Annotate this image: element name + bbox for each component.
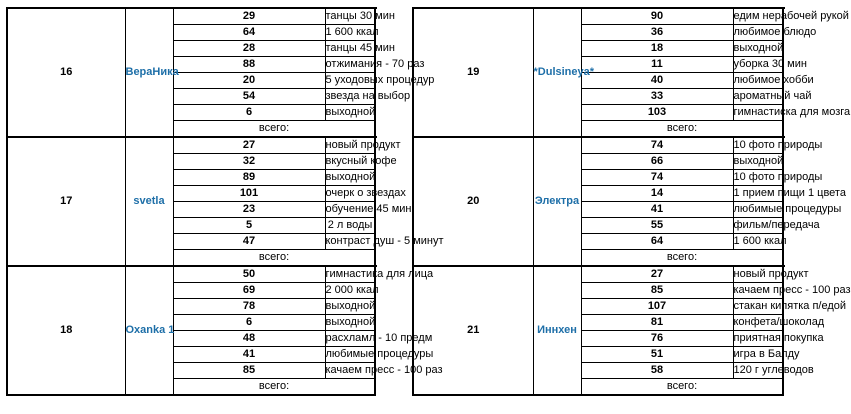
task-code: 20 <box>173 73 325 89</box>
task-code: 88 <box>173 57 325 73</box>
task-code: 101 <box>173 186 325 202</box>
right-score-table-body <box>413 8 851 395</box>
task-code: 6 <box>173 315 325 331</box>
task-code: 64 <box>173 25 325 41</box>
participant-number: 19 <box>413 8 533 137</box>
task-name: очерк о звездах <box>325 186 375 202</box>
task-code: 41 <box>173 347 325 363</box>
total-label: всего: <box>581 121 783 138</box>
total-label: всего: <box>173 250 375 267</box>
task-code: 103 <box>581 105 733 121</box>
task-code: 76 <box>581 331 733 347</box>
task-name: конфета/шоколад <box>733 315 783 331</box>
task-code: 18 <box>581 41 733 57</box>
participant-number: 21 <box>413 266 533 395</box>
task-name: 2 л воды <box>325 218 375 234</box>
task-name: любимое хобби <box>733 73 783 89</box>
task-code: 23 <box>173 202 325 218</box>
task-code: 11 <box>581 57 733 73</box>
task-code: 47 <box>173 234 325 250</box>
task-code: 69 <box>173 283 325 299</box>
task-code: 85 <box>581 283 733 299</box>
task-name: выходной <box>325 170 375 186</box>
participant-name: Электра <box>533 137 581 266</box>
task-name: фильм/передача <box>733 218 783 234</box>
task-name: 1 прием пищи 1 цвета <box>733 186 783 202</box>
participant-name: svetla <box>125 137 173 266</box>
task-name: выходной <box>733 154 783 170</box>
task-name: 1 600 ккал <box>325 25 375 41</box>
task-name: выходной <box>325 315 375 331</box>
task-name: качаем пресс - 100 раз <box>733 283 783 299</box>
task-name: выходной <box>325 299 375 315</box>
table-row <box>7 137 375 154</box>
table-row <box>413 8 783 25</box>
task-name: новый продукт <box>325 137 375 154</box>
left-score-table <box>6 7 444 396</box>
task-name: танцы 30 мин <box>325 8 375 25</box>
task-code: 89 <box>173 170 325 186</box>
task-name: любимые процедуры <box>733 202 783 218</box>
task-code: 28 <box>173 41 325 57</box>
task-name: 1 600 ккал <box>733 234 783 250</box>
task-name: новый продукт <box>733 266 783 283</box>
task-name: любимые процедуры <box>325 347 375 363</box>
task-name: танцы 45 мин <box>325 41 375 57</box>
table-row <box>7 8 375 25</box>
participant-name: Oxanka 1 <box>125 266 173 395</box>
task-name: 120 г углеводов <box>733 363 783 379</box>
task-code: 78 <box>173 299 325 315</box>
participant-number: 17 <box>7 137 125 266</box>
task-name: контраст душ - 5 минут <box>325 234 375 250</box>
total-label: всего: <box>173 379 375 396</box>
task-code: 74 <box>581 137 733 154</box>
task-code: 6 <box>173 105 325 121</box>
task-name: 10 фото природы <box>733 170 783 186</box>
task-name: отжимания - 70 раз <box>325 57 375 73</box>
left-score-table-panel <box>6 7 444 396</box>
participant-name: Иннхен <box>533 266 581 395</box>
table-row <box>7 266 375 283</box>
task-code: 40 <box>581 73 733 89</box>
task-code: 55 <box>581 218 733 234</box>
participant-name: ВераНика <box>125 8 173 137</box>
right-score-table-panel <box>412 7 851 396</box>
task-code: 66 <box>581 154 733 170</box>
task-code: 41 <box>581 202 733 218</box>
task-code: 14 <box>581 186 733 202</box>
task-name: едим нерабочей рукой <box>733 8 783 25</box>
total-label: всего: <box>173 121 375 138</box>
task-name: 5 уходовых процедур <box>325 73 375 89</box>
task-name: приятная покупка <box>733 331 783 347</box>
task-name: гимнастиска для мозга <box>733 105 783 121</box>
task-code: 50 <box>173 266 325 283</box>
total-label: всего: <box>581 250 783 267</box>
task-name: звезда на выбор <box>325 89 375 105</box>
task-code: 54 <box>173 89 325 105</box>
task-code: 74 <box>581 170 733 186</box>
task-name: выходной <box>325 105 375 121</box>
task-code: 107 <box>581 299 733 315</box>
task-name: 2 000 ккал <box>325 283 375 299</box>
total-label: всего: <box>581 379 783 396</box>
task-name: обучение 45 мин <box>325 202 375 218</box>
task-code: 90 <box>581 8 733 25</box>
task-code: 51 <box>581 347 733 363</box>
task-code: 33 <box>581 89 733 105</box>
participant-number: 20 <box>413 137 533 266</box>
task-name: уборка 30 мин <box>733 57 783 73</box>
right-score-table <box>412 7 851 396</box>
table-row <box>413 266 783 283</box>
participant-number: 18 <box>7 266 125 395</box>
task-code: 64 <box>581 234 733 250</box>
task-name: 10 фото природы <box>733 137 783 154</box>
task-code: 27 <box>581 266 733 283</box>
left-score-table-body <box>7 8 444 395</box>
task-name: гимнастика для лица <box>325 266 375 283</box>
task-name: ароматный чай <box>733 89 783 105</box>
task-name: вкусный кофе <box>325 154 375 170</box>
task-code: 27 <box>173 137 325 154</box>
task-code: 32 <box>173 154 325 170</box>
task-name: любимое блюдо <box>733 25 783 41</box>
task-name: игра в Балду <box>733 347 783 363</box>
table-row <box>413 137 783 154</box>
task-code: 81 <box>581 315 733 331</box>
participant-number: 16 <box>7 8 125 137</box>
task-code: 48 <box>173 331 325 347</box>
task-name: стакан кипятка п/едой <box>733 299 783 315</box>
task-code: 5 <box>173 218 325 234</box>
task-name: выходной <box>733 41 783 57</box>
task-code: 58 <box>581 363 733 379</box>
task-code: 85 <box>173 363 325 379</box>
task-code: 29 <box>173 8 325 25</box>
task-name: качаем пресс - 100 раз <box>325 363 375 379</box>
task-code: 36 <box>581 25 733 41</box>
participant-name: *Dulsineya* <box>533 8 581 137</box>
task-name: расхламл - 10 предм <box>325 331 375 347</box>
